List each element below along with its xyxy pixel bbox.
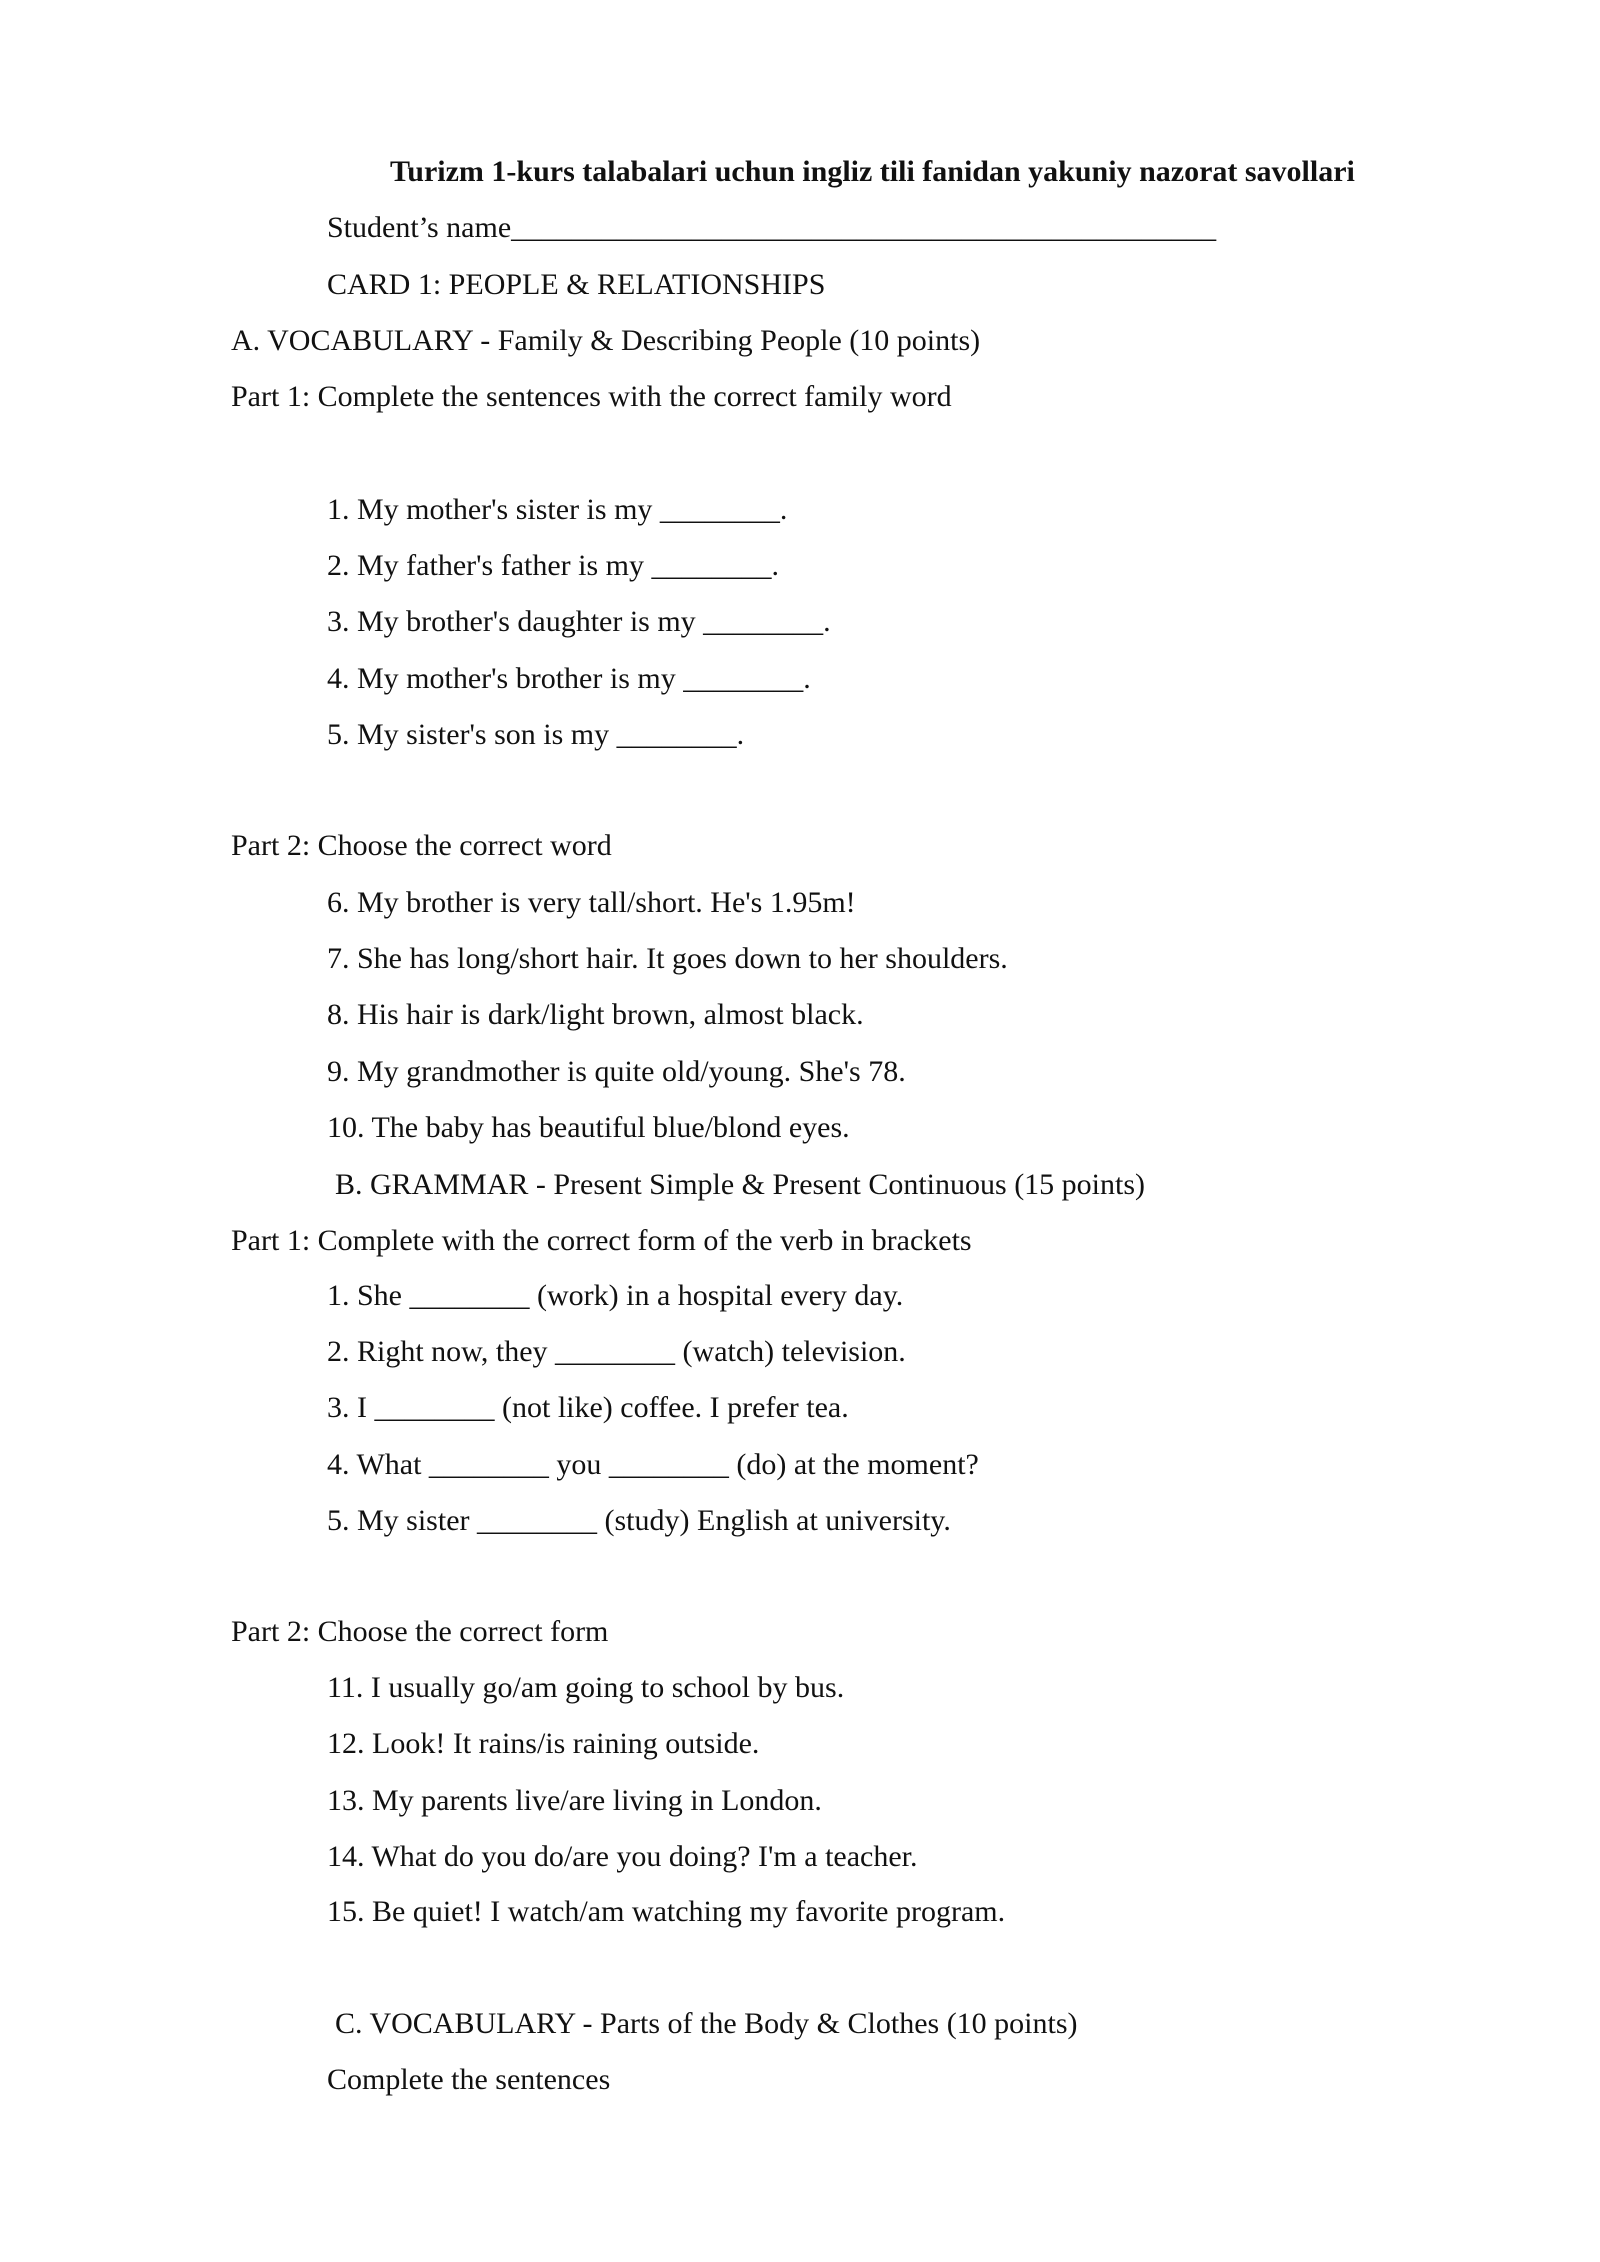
list-item: 10. The baby has beautiful blue/blond eyes. (327, 1111, 850, 1144)
list-item: 8. His hair is dark/light brown, almost black. (327, 998, 864, 1031)
list-item: 15. Be quiet! I watch/am watching my favorite program. (327, 1895, 1006, 1928)
section-c-instruction: Complete the sentences (327, 2063, 611, 2096)
list-item: 9. My grandmother is quite old/young. She's 78. (327, 1055, 906, 1088)
list-item: 12. Look! It rains/is raining outside. (327, 1727, 760, 1760)
section-a-part2-heading: Part 2: Choose the correct word (231, 829, 612, 862)
list-item: 5. My sister ________ (study) English at university. (327, 1504, 951, 1537)
section-b-part1-heading: Part 1: Complete with the correct form of the verb in brackets (231, 1224, 972, 1257)
card-heading: CARD 1: PEOPLE & RELATIONSHIPS (327, 268, 826, 301)
section-a-part1-heading: Part 1: Complete the sentences with the correct family word (231, 380, 952, 413)
list-item: 5. My sister's son is my ________. (327, 718, 745, 751)
document-title: Turizm 1-kurs talabalari uchun ingliz tili fanidan yakuniy nazorat savollari (390, 155, 1355, 188)
section-b-heading: B. GRAMMAR - Present Simple & Present Continuous (15 points) (335, 1168, 1146, 1201)
list-item: 1. She ________ (work) in a hospital every day. (327, 1279, 904, 1312)
student-name-field: Student’s name_______________________________________________ (327, 211, 1217, 244)
section-c-heading: C. VOCABULARY - Parts of the Body & Clothes (10 points) (335, 2007, 1078, 2040)
list-item: 3. I ________ (not like) coffee. I prefer tea. (327, 1391, 849, 1424)
section-a-heading: A. VOCABULARY - Family & Describing People (10 points) (231, 324, 981, 357)
list-item: 2. My father's father is my ________. (327, 549, 779, 582)
list-item: 3. My brother's daughter is my ________. (327, 605, 831, 638)
list-item: 13. My parents live/are living in London. (327, 1784, 822, 1817)
list-item: 11. I usually go/am going to school by bus. (327, 1671, 845, 1704)
list-item: 2. Right now, they ________ (watch) television. (327, 1335, 906, 1368)
list-item: 4. My mother's brother is my ________. (327, 662, 811, 695)
list-item: 14. What do you do/are you doing? I'm a teacher. (327, 1840, 918, 1873)
list-item: 4. What ________ you ________ (do) at the moment? (327, 1448, 979, 1481)
list-item: 1. My mother's sister is my ________. (327, 493, 788, 526)
list-item: 6. My brother is very tall/short. He's 1.95m! (327, 886, 856, 919)
section-b-part2-heading: Part 2: Choose the correct form (231, 1615, 609, 1648)
list-item: 7. She has long/short hair. It goes down to her shoulders. (327, 942, 1008, 975)
